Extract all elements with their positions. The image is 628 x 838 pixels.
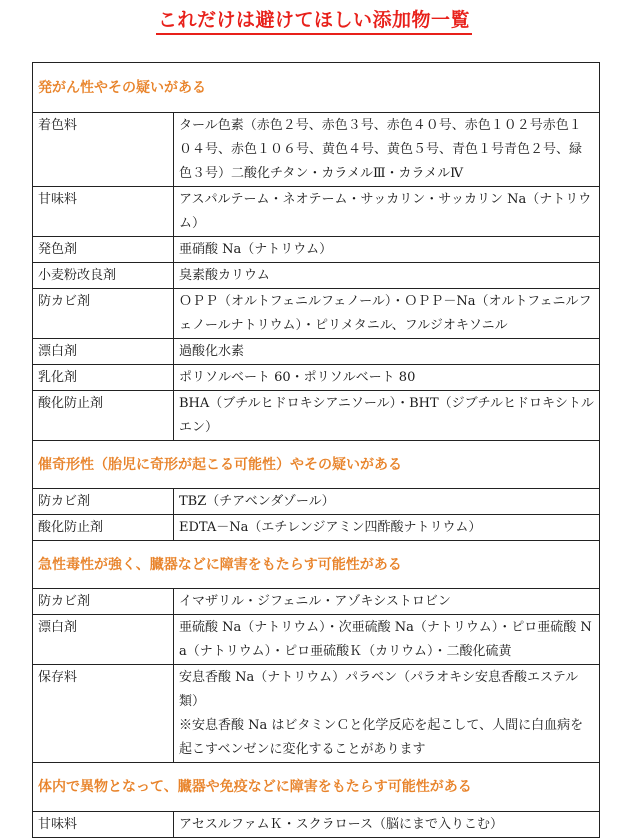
description-text: アスパルテーム・ネオテーム・サッカリン・サッカリン Na（ナトリウム） — [179, 192, 592, 231]
section-header-teratogenic — [33, 441, 600, 489]
table-row — [33, 515, 600, 541]
title-text: これだけは避けてほしい添加物一覧 — [156, 8, 472, 35]
description-cell — [174, 113, 600, 187]
table-row — [33, 263, 600, 289]
description-cell — [174, 289, 600, 339]
category-cell: 着色料 — [33, 113, 174, 187]
table-row — [33, 589, 600, 615]
section-heading: 急性毒性が強く、臓器などに障害をもたらす可能性がある — [33, 541, 600, 589]
category-cell: 漂白剤 — [33, 339, 174, 365]
table-row — [33, 812, 600, 838]
table-row — [33, 391, 600, 441]
table-row — [33, 113, 600, 187]
description-cell — [174, 589, 600, 615]
section-header-carcinogenic — [33, 63, 600, 113]
table-row — [33, 365, 600, 391]
section-heading: 体内で異物となって、臓器や免疫などに障害をもたらす可能性がある — [33, 763, 600, 812]
description-cell — [174, 489, 600, 515]
description-text: イマザリル・ジフェニル・アゾキシストロビン — [179, 594, 451, 609]
category-cell: 発色剤 — [33, 237, 174, 263]
section-heading: 発がん性やその疑いがある — [33, 63, 600, 113]
description-text: EDTA－Na（エチレンジアミン四酢酸ナトリウム） — [179, 520, 482, 535]
category-cell: 甘味料 — [33, 187, 174, 237]
description-cell — [174, 365, 600, 391]
section-header-acute-toxicity — [33, 541, 600, 589]
category-cell: 酸化防止剤 — [33, 391, 174, 441]
category-cell: 酸化防止剤 — [33, 515, 174, 541]
description-cell — [174, 615, 600, 665]
description-cell — [174, 665, 600, 763]
description-text: 亜硫酸 Na（ナトリウム）・次亜硫酸 Na（ナトリウム）・ピロ亜硫酸 Na（ナトリウム）・ピロ亜硫酸Ｋ（カリウム）・二酸化硫黄 — [179, 620, 592, 659]
table-row — [33, 187, 600, 237]
description-text: 臭素酸カリウム — [179, 268, 270, 283]
description-text: BHA（ブチルヒドロキシアニソール）・BHT（ジブチルヒドロキシトルエン） — [179, 396, 594, 435]
description-cell — [174, 339, 600, 365]
category-cell: 防カビ剤 — [33, 589, 174, 615]
description-text: 安息香酸 Na（ナトリウム）パラベン（パラオキシ安息香酸エステル類） — [179, 670, 579, 709]
description-cell — [174, 237, 600, 263]
description-text: タール色素（赤色２号、赤色３号、赤色４０号、赤色１０２号赤色１０４号、赤色１０６号、黄色４号、黄色５号、青色１号青色２号、緑色３号）二酸化チタン・カラメルⅢ・カラメルⅣ — [179, 118, 583, 181]
document-title — [0, 8, 628, 35]
description-note: ※安息香酸 Na はビタミンＣと化学反応を起こして、人間に白血病を起こすベンゼンに変化することがあります — [179, 718, 584, 757]
category-cell: 防カビ剤 — [33, 289, 174, 339]
table-row — [33, 615, 600, 665]
description-cell — [174, 263, 600, 289]
category-cell: 小麦粉改良剤 — [33, 263, 174, 289]
table-row — [33, 665, 600, 763]
description-text: 過酸化水素 — [179, 344, 245, 359]
table-row — [33, 339, 600, 365]
description-text: ポリソルベート 60・ポリソルベート 80 — [179, 370, 416, 385]
description-cell — [174, 515, 600, 541]
section-heading: 催奇形性（胎児に奇形が起こる可能性）やその疑いがある — [33, 441, 600, 489]
category-cell: 保存料 — [33, 665, 174, 763]
description-text: TBZ（チアベンダゾール） — [179, 494, 335, 509]
table-row — [33, 237, 600, 263]
table-row — [33, 289, 600, 339]
description-cell — [174, 812, 600, 838]
section-header-foreign-body — [33, 763, 600, 812]
category-cell: 甘味料 — [33, 812, 174, 838]
description-cell — [174, 187, 600, 237]
description-text: ＯＰＰ（オルトフェニルフェノール）・ＯＰＰ－Na（オルトフェニルフェノールナトリウム）・ピリメタニル、フルジオキソニル — [179, 294, 592, 333]
category-cell: 漂白剤 — [33, 615, 174, 665]
description-cell — [174, 391, 600, 441]
description-text: 亜硝酸 Na（ナトリウム） — [179, 242, 333, 257]
additives-table — [32, 62, 600, 838]
category-cell: 防カビ剤 — [33, 489, 174, 515]
description-text: アセスルファムＫ・スクラロース（脳にまで入りこむ） — [179, 817, 503, 832]
table-row — [33, 489, 600, 515]
category-cell: 乳化剤 — [33, 365, 174, 391]
